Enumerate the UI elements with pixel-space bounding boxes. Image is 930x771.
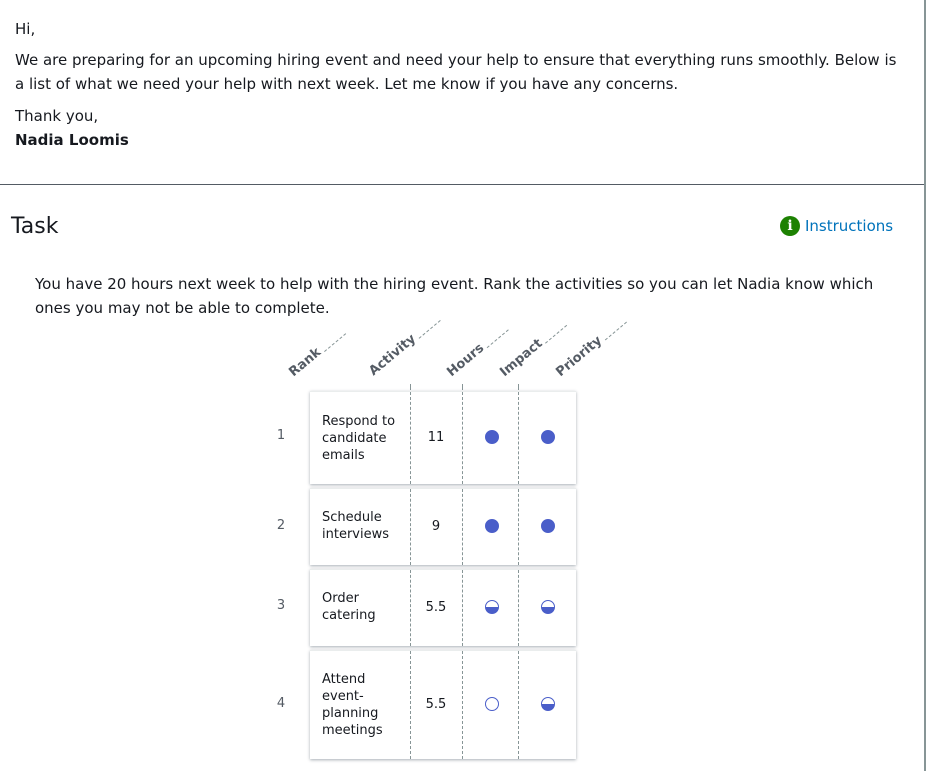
- priority-dot: [541, 519, 555, 533]
- priority-dot: [541, 430, 555, 444]
- impact-dot: [485, 600, 499, 614]
- email-closing: Thank you,: [15, 107, 99, 125]
- col-separator: [410, 651, 411, 759]
- impact-dot: [485, 697, 499, 711]
- hours-value: 11: [427, 430, 445, 445]
- impact-dot: [485, 430, 499, 444]
- right-border: [924, 0, 926, 771]
- activity-card-3[interactable]: [310, 569, 576, 646]
- col-separator: [410, 489, 411, 565]
- col-separator: [462, 651, 463, 759]
- activity-card-4[interactable]: [310, 650, 576, 759]
- hours-value: 9: [431, 519, 441, 534]
- impact-dot: [485, 519, 499, 533]
- task-description: You have 20 hours next week to help with the hiring event. Rank the activities so you can let Nadia know which ones you may not be able to complete.: [35, 275, 874, 317]
- email-signature: Nadia Loomis: [15, 131, 129, 149]
- activity-label: Schedule interviews: [322, 510, 389, 542]
- email-message: [0, 0, 924, 185]
- col-separator: [518, 651, 519, 759]
- col-separator: [410, 384, 411, 390]
- rank-3: 3: [276, 598, 286, 613]
- header-hours: Hours: [444, 340, 488, 380]
- header-activity: Activity: [366, 331, 419, 379]
- priority-dot: [541, 697, 555, 711]
- col-separator: [410, 392, 411, 484]
- email-greeting: Hi,: [15, 20, 36, 38]
- instructions-link[interactable]: [780, 216, 893, 236]
- email-body: We are preparing for an upcoming hiring event and need your help to ensure that everything runs smoothly. Below is a list of what we need your help with next week. Let me know if you have any concerns.: [15, 51, 897, 93]
- hours-value: 5.5: [425, 697, 447, 712]
- col-separator: [518, 570, 519, 646]
- rank-2: 2: [276, 518, 286, 533]
- activity-label: Order catering: [322, 591, 376, 623]
- hours-value: 5.5: [425, 600, 447, 615]
- col-separator: [410, 570, 411, 646]
- rank-4: 4: [276, 696, 286, 711]
- col-separator: [518, 384, 519, 390]
- col-separator: [518, 392, 519, 484]
- priority-dot: [541, 600, 555, 614]
- instructions-label[interactable]: Instructions: [805, 217, 894, 235]
- header-impact: Impact: [497, 336, 546, 380]
- col-separator: [462, 392, 463, 484]
- activity-label: Attend event-planning meetings: [322, 672, 383, 738]
- activity-card-1[interactable]: [310, 391, 576, 484]
- header-priority: Priority: [553, 333, 606, 380]
- col-separator: [518, 489, 519, 565]
- activity-label: Respond to candidate emails: [322, 414, 396, 463]
- activity-card-2[interactable]: [310, 488, 576, 565]
- col-separator: [462, 489, 463, 565]
- col-separator: [462, 570, 463, 646]
- task-title: Task: [11, 214, 59, 239]
- col-separator: [462, 384, 463, 390]
- header-rank: Rank: [286, 344, 325, 380]
- info-icon: i: [780, 216, 800, 236]
- rank-1: 1: [276, 428, 286, 443]
